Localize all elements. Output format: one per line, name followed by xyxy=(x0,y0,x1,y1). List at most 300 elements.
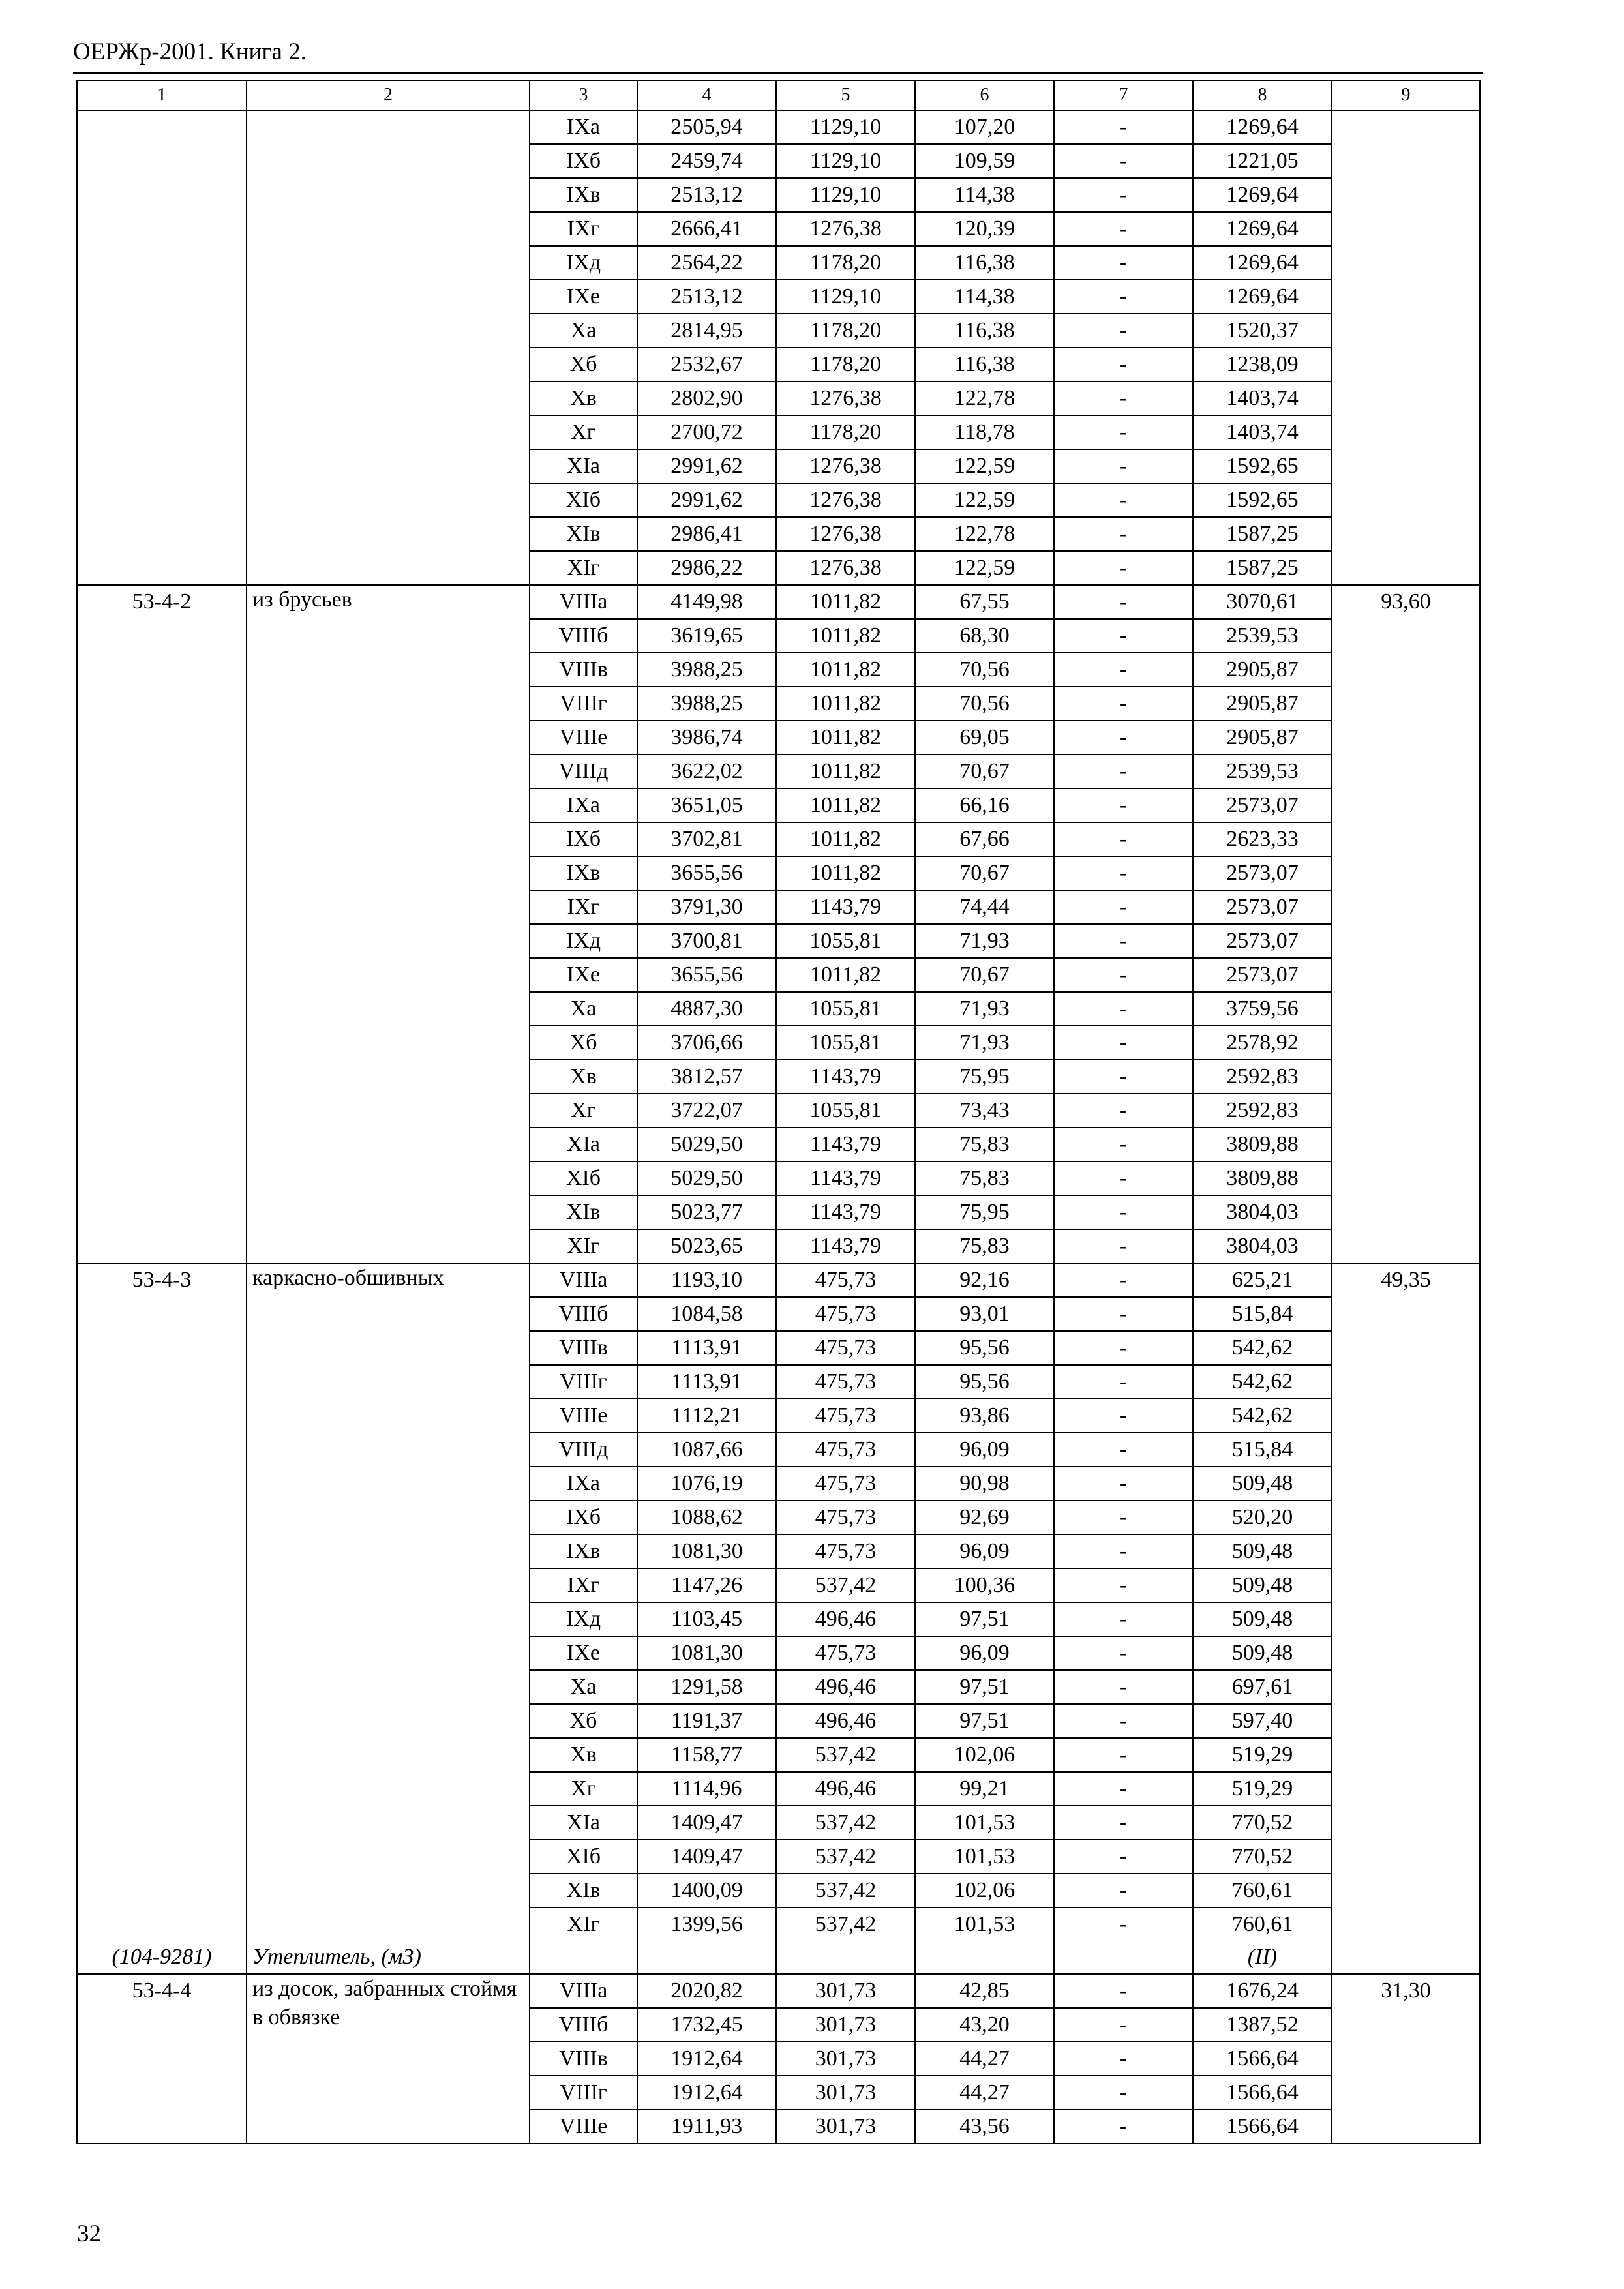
driver-wage-cell: - xyxy=(1054,1704,1193,1738)
zone-cell: VIIIг xyxy=(530,687,637,721)
material-cost-cell: 2592,83 xyxy=(1193,1094,1332,1128)
material-cost-cell: 3070,61 xyxy=(1193,585,1332,619)
empty-cell xyxy=(776,1941,915,1974)
material-name-cell: Утеплитель, (м3) xyxy=(247,1941,530,1974)
material-cost-cell: 2573,07 xyxy=(1193,958,1332,992)
machine-cost-cell: 70,67 xyxy=(915,958,1054,992)
machine-cost-cell: 97,51 xyxy=(915,1670,1054,1704)
total-cost-cell: 1400,09 xyxy=(637,1874,776,1908)
machine-cost-cell: 44,27 xyxy=(915,2042,1054,2076)
zone-cell: XIа xyxy=(530,449,637,483)
labor-cost-cell: 475,73 xyxy=(776,1636,915,1670)
material-cost-cell: 1403,74 xyxy=(1193,415,1332,449)
zone-cell: VIIIв xyxy=(530,653,637,687)
machine-cost-cell: 75,95 xyxy=(915,1060,1054,1094)
machine-cost-cell: 43,20 xyxy=(915,2008,1054,2042)
total-cost-cell: 2513,12 xyxy=(637,178,776,212)
machine-cost-cell: 96,09 xyxy=(915,1433,1054,1467)
machine-cost-cell: 102,06 xyxy=(915,1874,1054,1908)
zone-cell: IXв xyxy=(530,178,637,212)
material-cost-cell: 509,48 xyxy=(1193,1568,1332,1602)
labor-cost-cell: 301,73 xyxy=(776,2008,915,2042)
material-cost-cell: 509,48 xyxy=(1193,1534,1332,1568)
material-unit-cell: (II) xyxy=(1193,1941,1332,1974)
machine-cost-cell: 114,38 xyxy=(915,178,1054,212)
machine-cost-cell: 102,06 xyxy=(915,1738,1054,1772)
labor-cost-cell: 1055,81 xyxy=(776,1026,915,1060)
material-code-cell: (104-9281) xyxy=(77,1941,247,1974)
driver-wage-cell: - xyxy=(1054,1501,1193,1534)
material-cost-cell: 1387,52 xyxy=(1193,2008,1332,2042)
driver-wage-cell: - xyxy=(1054,721,1193,755)
zone-cell: IXг xyxy=(530,890,637,924)
machine-cost-cell: 71,93 xyxy=(915,924,1054,958)
zone-cell: IXд xyxy=(530,246,637,280)
zone-cell: Xв xyxy=(530,382,637,415)
machine-cost-cell: 116,38 xyxy=(915,246,1054,280)
labor-cost-cell: 1276,38 xyxy=(776,382,915,415)
driver-wage-cell: - xyxy=(1054,415,1193,449)
machine-cost-cell: 101,53 xyxy=(915,1908,1054,1941)
total-cost-cell: 3622,02 xyxy=(637,755,776,788)
zone-cell: Xв xyxy=(530,1060,637,1094)
empty-cell xyxy=(1054,1941,1193,1974)
labor-cost-cell: 1011,82 xyxy=(776,585,915,619)
driver-wage-cell: - xyxy=(1054,1534,1193,1568)
machine-cost-cell: 93,01 xyxy=(915,1297,1054,1331)
column-number: 2 xyxy=(247,80,530,110)
driver-wage-cell: - xyxy=(1054,1433,1193,1467)
material-cost-cell: 1566,64 xyxy=(1193,2042,1332,2076)
labor-cost-cell: 475,73 xyxy=(776,1534,915,1568)
labor-cost-cell: 1011,82 xyxy=(776,822,915,856)
total-cost-cell: 1912,64 xyxy=(637,2076,776,2110)
labor-cost-cell: 1178,20 xyxy=(776,246,915,280)
machine-cost-cell: 42,85 xyxy=(915,1974,1054,2008)
machine-cost-cell: 44,27 xyxy=(915,2076,1054,2110)
material-cost-cell: 3804,03 xyxy=(1193,1195,1332,1229)
zone-cell: XIв xyxy=(530,517,637,551)
zone-cell: IXе xyxy=(530,1636,637,1670)
total-cost-cell: 2532,67 xyxy=(637,348,776,382)
total-cost-cell: 3812,57 xyxy=(637,1060,776,1094)
zone-cell: VIIIа xyxy=(530,1263,637,1297)
total-cost-cell: 1081,30 xyxy=(637,1534,776,1568)
total-cost-cell: 1114,96 xyxy=(637,1772,776,1806)
total-cost-cell: 1113,91 xyxy=(637,1331,776,1365)
machine-cost-cell: 74,44 xyxy=(915,890,1054,924)
material-cost-cell: 1566,64 xyxy=(1193,2110,1332,2144)
driver-wage-cell: - xyxy=(1054,1060,1193,1094)
driver-wage-cell: - xyxy=(1054,2076,1193,2110)
page-number: 32 xyxy=(77,2221,101,2247)
labor-cost-cell: 1011,82 xyxy=(776,856,915,890)
zone-cell: XIг xyxy=(530,551,637,585)
machine-cost-cell: 122,59 xyxy=(915,449,1054,483)
column-number: 9 xyxy=(1332,80,1480,110)
machine-cost-cell: 93,86 xyxy=(915,1399,1054,1433)
material-cost-cell: 1269,64 xyxy=(1193,280,1332,314)
machine-cost-cell: 96,09 xyxy=(915,1636,1054,1670)
zone-cell: VIIIд xyxy=(530,1433,637,1467)
labor-cost-cell: 301,73 xyxy=(776,2110,915,2144)
material-cost-cell: 520,20 xyxy=(1193,1501,1332,1534)
driver-wage-cell: - xyxy=(1054,483,1193,517)
machine-cost-cell: 73,43 xyxy=(915,1094,1054,1128)
material-cost-cell: 1269,64 xyxy=(1193,212,1332,246)
material-cost-cell: 509,48 xyxy=(1193,1467,1332,1501)
column-number: 4 xyxy=(637,80,776,110)
labor-cost-cell: 1011,82 xyxy=(776,687,915,721)
material-cost-cell: 519,29 xyxy=(1193,1772,1332,1806)
machine-cost-cell: 92,69 xyxy=(915,1501,1054,1534)
labor-cost-cell: 1276,38 xyxy=(776,551,915,585)
empty-cell xyxy=(637,1941,776,1974)
labor-hours-cell: 93,60 xyxy=(1332,585,1480,1263)
material-cost-cell: 1221,05 xyxy=(1193,144,1332,178)
driver-wage-cell: - xyxy=(1054,856,1193,890)
driver-wage-cell: - xyxy=(1054,1026,1193,1060)
total-cost-cell: 2991,62 xyxy=(637,483,776,517)
labor-cost-cell: 1276,38 xyxy=(776,483,915,517)
machine-cost-cell: 114,38 xyxy=(915,280,1054,314)
zone-cell: IXа xyxy=(530,1467,637,1501)
zone-cell: XIб xyxy=(530,1161,637,1195)
price-table xyxy=(76,80,1481,2144)
total-cost-cell: 1112,21 xyxy=(637,1399,776,1433)
zone-cell: Xг xyxy=(530,1772,637,1806)
material-cost-cell: 597,40 xyxy=(1193,1704,1332,1738)
machine-cost-cell: 67,55 xyxy=(915,585,1054,619)
total-cost-cell: 2505,94 xyxy=(637,110,776,144)
machine-cost-cell: 95,56 xyxy=(915,1331,1054,1365)
labor-cost-cell: 496,46 xyxy=(776,1772,915,1806)
driver-wage-cell: - xyxy=(1054,1806,1193,1840)
driver-wage-cell: - xyxy=(1054,619,1193,653)
work-code-cell: 53-4-2 xyxy=(77,585,247,1263)
material-cost-cell: 509,48 xyxy=(1193,1636,1332,1670)
machine-cost-cell: 70,67 xyxy=(915,755,1054,788)
work-name-cell: из досок, забранных стоймя в обвязке xyxy=(247,1974,530,2144)
machine-cost-cell: 118,78 xyxy=(915,415,1054,449)
total-cost-cell: 1409,47 xyxy=(637,1806,776,1840)
zone-cell: IXб xyxy=(530,144,637,178)
labor-cost-cell: 1055,81 xyxy=(776,992,915,1026)
driver-wage-cell: - xyxy=(1054,1331,1193,1365)
labor-cost-cell: 496,46 xyxy=(776,1670,915,1704)
total-cost-cell: 2986,22 xyxy=(637,551,776,585)
header-rule xyxy=(73,72,1483,74)
labor-cost-cell: 1011,82 xyxy=(776,619,915,653)
total-cost-cell: 1158,77 xyxy=(637,1738,776,1772)
labor-cost-cell: 496,46 xyxy=(776,1602,915,1636)
zone-cell: Xа xyxy=(530,992,637,1026)
total-cost-cell: 1912,64 xyxy=(637,2042,776,2076)
labor-cost-cell: 1143,79 xyxy=(776,890,915,924)
total-cost-cell: 1191,37 xyxy=(637,1704,776,1738)
zone-cell: VIIIе xyxy=(530,2110,637,2144)
labor-cost-cell: 1143,79 xyxy=(776,1128,915,1161)
labor-cost-cell: 1276,38 xyxy=(776,517,915,551)
labor-cost-cell: 475,73 xyxy=(776,1501,915,1534)
zone-cell: XIб xyxy=(530,1840,637,1874)
labor-cost-cell: 1129,10 xyxy=(776,280,915,314)
material-cost-cell: 515,84 xyxy=(1193,1433,1332,1467)
zone-cell: VIIIе xyxy=(530,721,637,755)
labor-cost-cell: 1143,79 xyxy=(776,1161,915,1195)
labor-cost-cell: 537,42 xyxy=(776,1738,915,1772)
empty-cell xyxy=(915,1941,1054,1974)
total-cost-cell: 2986,41 xyxy=(637,517,776,551)
total-cost-cell: 1399,56 xyxy=(637,1908,776,1941)
machine-cost-cell: 75,83 xyxy=(915,1229,1054,1263)
zone-cell: XIб xyxy=(530,483,637,517)
driver-wage-cell: - xyxy=(1054,755,1193,788)
page-header-title: ОЕРЖр-2001. Книга 2. xyxy=(73,38,307,65)
zone-cell: VIIIа xyxy=(530,1974,637,2008)
zone-cell: IXв xyxy=(530,856,637,890)
column-number: 3 xyxy=(530,80,637,110)
work-name-cell xyxy=(247,110,530,585)
zone-cell: VIIIб xyxy=(530,619,637,653)
machine-cost-cell: 90,98 xyxy=(915,1467,1054,1501)
zone-cell: VIIIе xyxy=(530,1399,637,1433)
zone-cell: IXа xyxy=(530,788,637,822)
zone-cell: Xа xyxy=(530,314,637,348)
zone-cell: Xг xyxy=(530,1094,637,1128)
driver-wage-cell: - xyxy=(1054,822,1193,856)
total-cost-cell: 2991,62 xyxy=(637,449,776,483)
material-cost-cell: 2592,83 xyxy=(1193,1060,1332,1094)
zone-cell: IXб xyxy=(530,822,637,856)
labor-cost-cell: 537,42 xyxy=(776,1874,915,1908)
labor-cost-cell: 1178,20 xyxy=(776,314,915,348)
zone-cell: XIа xyxy=(530,1128,637,1161)
driver-wage-cell: - xyxy=(1054,924,1193,958)
zone-cell: VIIIв xyxy=(530,1331,637,1365)
material-cost-cell: 760,61 xyxy=(1193,1874,1332,1908)
total-cost-cell: 3655,56 xyxy=(637,958,776,992)
driver-wage-cell: - xyxy=(1054,246,1193,280)
labor-cost-cell: 1178,20 xyxy=(776,415,915,449)
driver-wage-cell: - xyxy=(1054,1399,1193,1433)
total-cost-cell: 3988,25 xyxy=(637,653,776,687)
material-cost-cell: 1403,74 xyxy=(1193,382,1332,415)
zone-cell: IXв xyxy=(530,1534,637,1568)
total-cost-cell: 3986,74 xyxy=(637,721,776,755)
labor-cost-cell: 1011,82 xyxy=(776,755,915,788)
driver-wage-cell: - xyxy=(1054,958,1193,992)
driver-wage-cell: - xyxy=(1054,348,1193,382)
zone-cell: Xб xyxy=(530,1704,637,1738)
labor-cost-cell: 1055,81 xyxy=(776,924,915,958)
machine-cost-cell: 92,16 xyxy=(915,1263,1054,1297)
material-cost-cell: 3804,03 xyxy=(1193,1229,1332,1263)
machine-cost-cell: 43,56 xyxy=(915,2110,1054,2144)
material-cost-cell: 2573,07 xyxy=(1193,924,1332,958)
total-cost-cell: 2700,72 xyxy=(637,415,776,449)
driver-wage-cell: - xyxy=(1054,1602,1193,1636)
total-cost-cell: 1084,58 xyxy=(637,1297,776,1331)
driver-wage-cell: - xyxy=(1054,1874,1193,1908)
material-cost-cell: 2539,53 xyxy=(1193,619,1332,653)
material-cost-cell: 542,62 xyxy=(1193,1365,1332,1399)
material-cost-cell: 1587,25 xyxy=(1193,551,1332,585)
machine-cost-cell: 107,20 xyxy=(915,110,1054,144)
driver-wage-cell: - xyxy=(1054,1467,1193,1501)
material-cost-cell: 1238,09 xyxy=(1193,348,1332,382)
total-cost-cell: 1113,91 xyxy=(637,1365,776,1399)
driver-wage-cell: - xyxy=(1054,1161,1193,1195)
material-cost-cell: 3809,88 xyxy=(1193,1161,1332,1195)
machine-cost-cell: 71,93 xyxy=(915,1026,1054,1060)
machine-cost-cell: 122,78 xyxy=(915,382,1054,415)
material-cost-cell: 515,84 xyxy=(1193,1297,1332,1331)
driver-wage-cell: - xyxy=(1054,1365,1193,1399)
work-code-cell: 53-4-3 xyxy=(77,1263,247,1941)
driver-wage-cell: - xyxy=(1054,2110,1193,2144)
total-cost-cell: 2564,22 xyxy=(637,246,776,280)
driver-wage-cell: - xyxy=(1054,1738,1193,1772)
zone-cell: XIв xyxy=(530,1874,637,1908)
material-cost-cell: 2578,92 xyxy=(1193,1026,1332,1060)
total-cost-cell: 1081,30 xyxy=(637,1636,776,1670)
total-cost-cell: 1291,58 xyxy=(637,1670,776,1704)
total-cost-cell: 2814,95 xyxy=(637,314,776,348)
labor-cost-cell: 1129,10 xyxy=(776,178,915,212)
machine-cost-cell: 116,38 xyxy=(915,348,1054,382)
driver-wage-cell: - xyxy=(1054,551,1193,585)
driver-wage-cell: - xyxy=(1054,314,1193,348)
labor-cost-cell: 1143,79 xyxy=(776,1060,915,1094)
total-cost-cell: 2020,82 xyxy=(637,1974,776,2008)
driver-wage-cell: - xyxy=(1054,890,1193,924)
total-cost-cell: 3791,30 xyxy=(637,890,776,924)
machine-cost-cell: 109,59 xyxy=(915,144,1054,178)
zone-cell: Xб xyxy=(530,1026,637,1060)
column-number: 5 xyxy=(776,80,915,110)
zone-cell: Xа xyxy=(530,1670,637,1704)
labor-cost-cell: 475,73 xyxy=(776,1433,915,1467)
total-cost-cell: 1193,10 xyxy=(637,1263,776,1297)
material-cost-cell: 1520,37 xyxy=(1193,314,1332,348)
driver-wage-cell: - xyxy=(1054,178,1193,212)
material-cost-cell: 770,52 xyxy=(1193,1840,1332,1874)
driver-wage-cell: - xyxy=(1054,1636,1193,1670)
zone-cell: VIIIг xyxy=(530,1365,637,1399)
total-cost-cell: 3655,56 xyxy=(637,856,776,890)
labor-hours-cell: 31,30 xyxy=(1332,1974,1480,2144)
labor-cost-cell: 1276,38 xyxy=(776,449,915,483)
material-cost-cell: 509,48 xyxy=(1193,1602,1332,1636)
labor-cost-cell: 301,73 xyxy=(776,1974,915,2008)
table-row xyxy=(77,110,1480,144)
material-cost-cell: 1566,64 xyxy=(1193,2076,1332,2110)
material-cost-cell: 2573,07 xyxy=(1193,856,1332,890)
material-cost-cell: 2573,07 xyxy=(1193,788,1332,822)
column-number: 6 xyxy=(915,80,1054,110)
machine-cost-cell: 75,95 xyxy=(915,1195,1054,1229)
driver-wage-cell: - xyxy=(1054,1568,1193,1602)
machine-cost-cell: 101,53 xyxy=(915,1840,1054,1874)
machine-cost-cell: 68,30 xyxy=(915,619,1054,653)
driver-wage-cell: - xyxy=(1054,687,1193,721)
labor-cost-cell: 475,73 xyxy=(776,1399,915,1433)
machine-cost-cell: 97,51 xyxy=(915,1704,1054,1738)
machine-cost-cell: 75,83 xyxy=(915,1161,1054,1195)
material-cost-cell: 3809,88 xyxy=(1193,1128,1332,1161)
table-row xyxy=(77,1974,1480,2008)
column-number: 8 xyxy=(1193,80,1332,110)
driver-wage-cell: - xyxy=(1054,1908,1193,1941)
zone-cell: IXб xyxy=(530,1501,637,1534)
zone-cell: VIIIа xyxy=(530,585,637,619)
work-name-cell: каркасно-обшивных xyxy=(247,1263,530,1941)
labor-cost-cell: 1276,38 xyxy=(776,212,915,246)
driver-wage-cell: - xyxy=(1054,280,1193,314)
zone-cell: XIг xyxy=(530,1908,637,1941)
material-cost-cell: 2905,87 xyxy=(1193,721,1332,755)
total-cost-cell: 2666,41 xyxy=(637,212,776,246)
material-cost-cell: 2539,53 xyxy=(1193,755,1332,788)
machine-cost-cell: 97,51 xyxy=(915,1602,1054,1636)
zone-cell: XIв xyxy=(530,1195,637,1229)
driver-wage-cell: - xyxy=(1054,1297,1193,1331)
material-cost-cell: 1269,64 xyxy=(1193,246,1332,280)
labor-cost-cell: 1178,20 xyxy=(776,348,915,382)
material-cost-cell: 697,61 xyxy=(1193,1670,1332,1704)
column-number-row xyxy=(77,80,1480,110)
labor-cost-cell: 475,73 xyxy=(776,1263,915,1297)
zone-cell: Xв xyxy=(530,1738,637,1772)
labor-cost-cell: 1055,81 xyxy=(776,1094,915,1128)
zone-cell: IXг xyxy=(530,212,637,246)
machine-cost-cell: 95,56 xyxy=(915,1365,1054,1399)
machine-cost-cell: 101,53 xyxy=(915,1806,1054,1840)
machine-cost-cell: 122,59 xyxy=(915,551,1054,585)
driver-wage-cell: - xyxy=(1054,1772,1193,1806)
machine-cost-cell: 116,38 xyxy=(915,314,1054,348)
labor-cost-cell: 1011,82 xyxy=(776,721,915,755)
material-cost-cell: 1592,65 xyxy=(1193,483,1332,517)
driver-wage-cell: - xyxy=(1054,1670,1193,1704)
material-cost-cell: 1269,64 xyxy=(1193,110,1332,144)
total-cost-cell: 1732,45 xyxy=(637,2008,776,2042)
material-cost-cell: 542,62 xyxy=(1193,1399,1332,1433)
total-cost-cell: 2802,90 xyxy=(637,382,776,415)
labor-cost-cell: 496,46 xyxy=(776,1704,915,1738)
zone-cell: IXг xyxy=(530,1568,637,1602)
driver-wage-cell: - xyxy=(1054,653,1193,687)
material-cost-cell: 1269,64 xyxy=(1193,178,1332,212)
total-cost-cell: 3722,07 xyxy=(637,1094,776,1128)
total-cost-cell: 4149,98 xyxy=(637,585,776,619)
labor-cost-cell: 301,73 xyxy=(776,2042,915,2076)
driver-wage-cell: - xyxy=(1054,212,1193,246)
driver-wage-cell: - xyxy=(1054,1263,1193,1297)
total-cost-cell: 1409,47 xyxy=(637,1840,776,1874)
total-cost-cell: 1147,26 xyxy=(637,1568,776,1602)
total-cost-cell: 3706,66 xyxy=(637,1026,776,1060)
material-cost-cell: 519,29 xyxy=(1193,1738,1332,1772)
labor-cost-cell: 537,42 xyxy=(776,1840,915,1874)
machine-cost-cell: 70,56 xyxy=(915,653,1054,687)
driver-wage-cell: - xyxy=(1054,517,1193,551)
driver-wage-cell: - xyxy=(1054,1974,1193,2008)
material-cost-cell: 542,62 xyxy=(1193,1331,1332,1365)
material-cost-cell: 3759,56 xyxy=(1193,992,1332,1026)
zone-cell: IXе xyxy=(530,280,637,314)
